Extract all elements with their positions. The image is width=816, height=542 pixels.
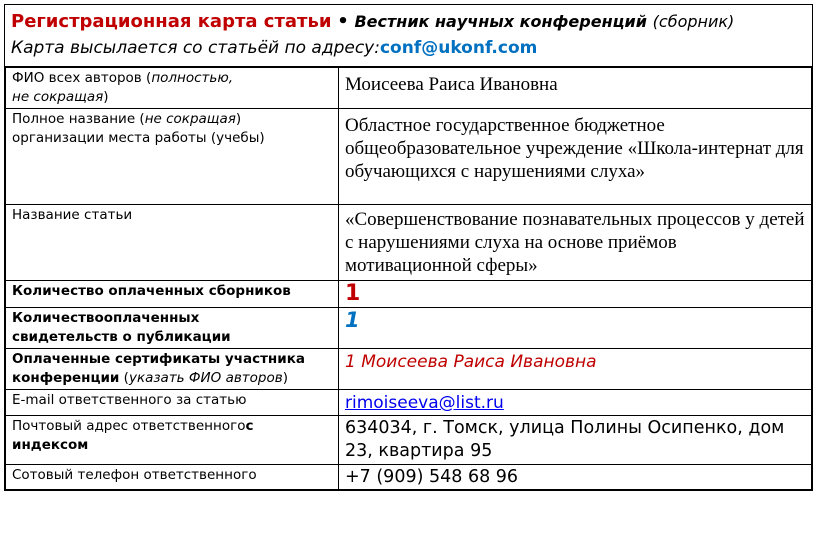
label-collections: Количество оплаченных сборников xyxy=(6,281,339,308)
label-text: Полное название ( xyxy=(12,111,145,127)
row-article xyxy=(6,205,812,281)
certificates-pub-count: 1 xyxy=(345,308,360,332)
label-text-bold: Оплаченные сертификаты участника конференции xyxy=(12,351,305,386)
card-title: Регистрационная карта статьи xyxy=(11,11,332,32)
label-text: организации места работы (учебы) xyxy=(12,130,265,146)
label-text-italic: полностью, xyxy=(151,70,234,86)
value-address[interactable]: 634034, г. Томск, улица Полины Осипенко, дом 23, квартира 95 xyxy=(339,416,812,465)
label-text: свидетельств о публикации xyxy=(12,329,231,345)
value-article[interactable]: «Совершенствование познавательных процессов у детей с нарушениями слуха на основе приёмов мотивационной сферы» xyxy=(339,205,812,281)
label-text-bold: с xyxy=(245,418,254,434)
label-participant-certs xyxy=(6,349,339,390)
label-text: Количествооплаченных xyxy=(12,310,200,326)
label-phone: Сотовый телефон ответственного xyxy=(6,465,339,490)
value-authors[interactable]: Моисеева Раиса Ивановна xyxy=(339,68,812,109)
row-email xyxy=(6,390,812,416)
label-text-italic: указать ФИО авторов xyxy=(128,370,283,386)
row-participant-certs xyxy=(6,349,812,390)
header-line-1 xyxy=(11,9,806,35)
journal-name: Вестник научных конференций xyxy=(354,12,647,31)
row-address xyxy=(6,416,812,465)
participant-certs-value: 1 Моисеева Раиса Ивановна xyxy=(345,352,597,372)
row-authors xyxy=(6,68,812,109)
submission-email[interactable]: conf@ukonf.com xyxy=(379,38,538,58)
value-participant-certs-cell[interactable] xyxy=(339,349,812,390)
send-instructions: Карта высылается со статьёй по адресу: xyxy=(11,38,380,58)
value-phone[interactable]: +7 (909) 548 68 96 xyxy=(339,465,812,490)
value-email-cell xyxy=(339,390,812,416)
label-text: ) xyxy=(282,370,288,386)
label-text-italic: не сокращая xyxy=(12,89,104,105)
label-text: ) xyxy=(103,89,109,105)
value-collections-cell[interactable] xyxy=(339,281,812,308)
label-email: E-mail ответственного за статью xyxy=(6,390,339,416)
label-authors xyxy=(6,68,339,109)
label-text: ) xyxy=(235,111,242,127)
label-text: Почтовый адрес ответственного xyxy=(12,418,246,434)
value-organization[interactable]: Областное государственное бюджетное общеобразовательное учреждение «Школа-интернат для обучающихся с нарушениями слуха» xyxy=(339,109,812,205)
label-certificates-pub xyxy=(6,308,339,349)
label-organization xyxy=(6,109,339,205)
journal-note: (сборник) xyxy=(652,12,735,31)
value-certificates-pub-cell[interactable] xyxy=(339,308,812,349)
row-organization xyxy=(6,109,812,205)
row-collections xyxy=(6,281,812,308)
responsible-email-link[interactable]: rimoiseeva@list.ru xyxy=(345,393,504,413)
card-header xyxy=(5,5,812,67)
label-address xyxy=(6,416,339,465)
header-line-2 xyxy=(11,35,806,61)
label-text: ( xyxy=(119,370,129,386)
row-certificates-pub xyxy=(6,308,812,349)
collections-count: 1 xyxy=(345,281,361,306)
row-phone xyxy=(6,465,812,490)
registration-card xyxy=(4,4,813,491)
label-text-italic: не сокращая xyxy=(144,111,236,127)
label-article: Название статьи xyxy=(6,205,339,281)
title-separator: • xyxy=(337,11,349,32)
label-text: ФИО всех авторов ( xyxy=(12,70,152,86)
card-table xyxy=(5,67,812,490)
label-text-bold: индексом xyxy=(12,437,89,453)
